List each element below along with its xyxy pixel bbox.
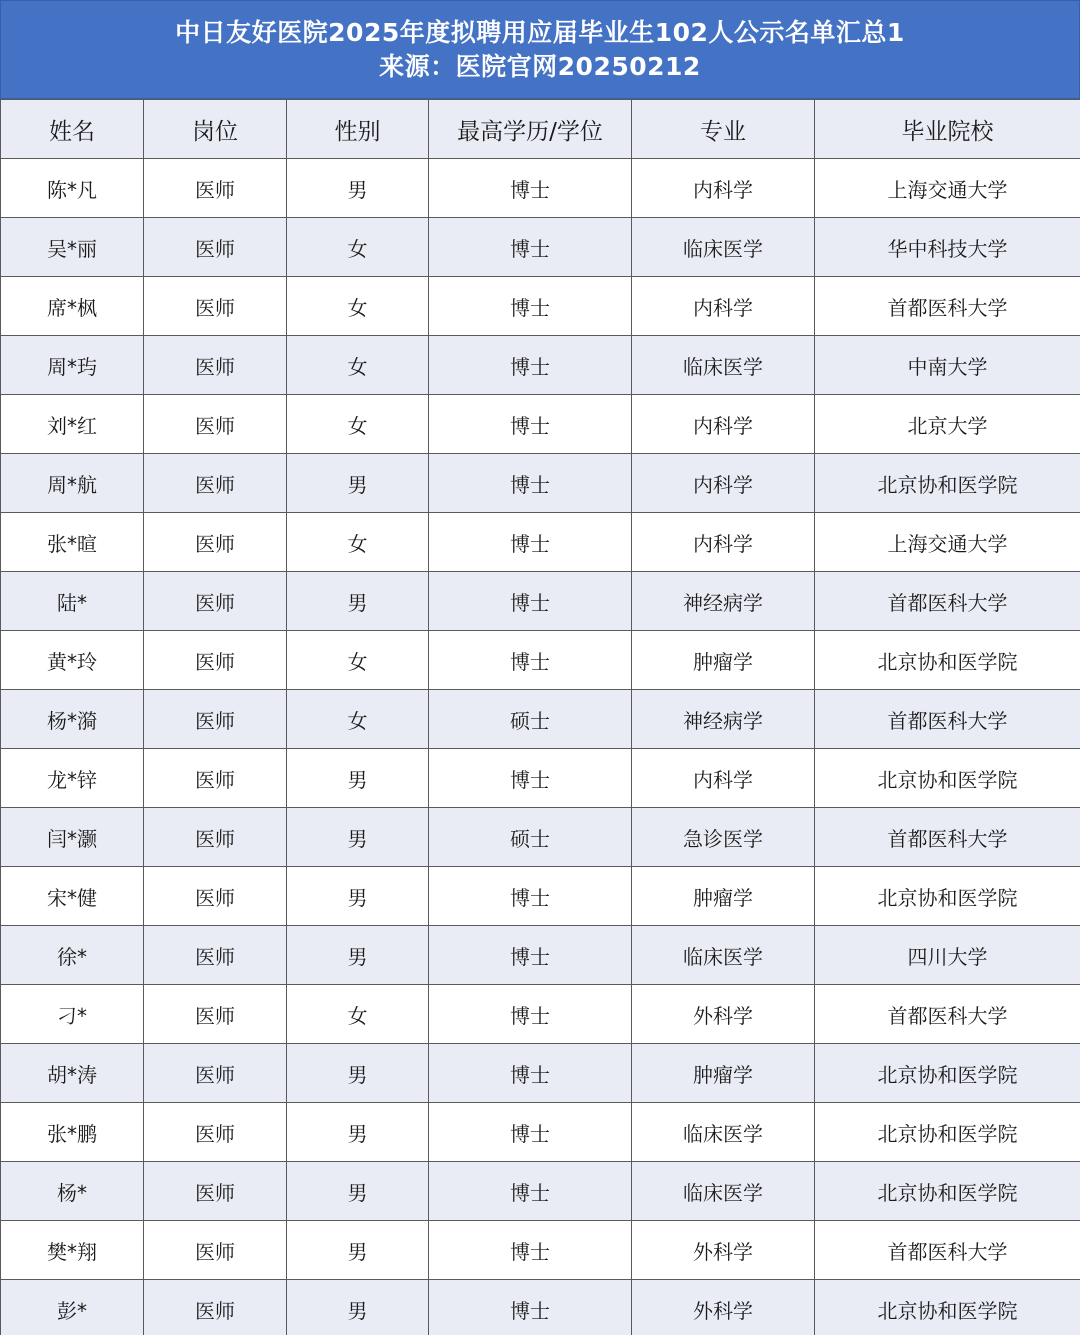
cell-position: 医师 — [144, 808, 287, 867]
col-header-position: 岗位 — [144, 100, 287, 159]
cell-major: 神经病学 — [632, 690, 815, 749]
table-row — [1, 1162, 1080, 1221]
table-row — [1, 159, 1080, 218]
cell-name: 彭* — [1, 1280, 144, 1335]
cell-name: 张*暄 — [1, 513, 144, 572]
table-row — [1, 454, 1080, 513]
cell-major: 肿瘤学 — [632, 631, 815, 690]
cell-major: 临床医学 — [632, 1103, 815, 1162]
cell-major: 外科学 — [632, 985, 815, 1044]
table-row — [1, 336, 1080, 395]
table-title: 中日友好医院2025年度拟聘用应届毕业生102人公示名单汇总1 — [175, 17, 905, 47]
cell-position: 医师 — [144, 1280, 287, 1335]
table-row — [1, 985, 1080, 1044]
cell-degree: 博士 — [429, 395, 632, 454]
table-row — [1, 867, 1080, 926]
cell-name: 吴*丽 — [1, 218, 144, 277]
col-header-school: 毕业院校 — [815, 100, 1080, 159]
cell-position: 医师 — [144, 1221, 287, 1280]
cell-school: 首都医科大学 — [815, 1221, 1080, 1280]
cell-school: 首都医科大学 — [815, 277, 1080, 336]
cell-school: 北京协和医学院 — [815, 1044, 1080, 1103]
cell-gender: 男 — [287, 1162, 429, 1221]
cell-degree: 博士 — [429, 1280, 632, 1335]
cell-position: 医师 — [144, 395, 287, 454]
table-row — [1, 572, 1080, 631]
cell-gender: 女 — [287, 513, 429, 572]
table-row — [1, 277, 1080, 336]
cell-name: 龙*锌 — [1, 749, 144, 808]
cell-degree: 博士 — [429, 277, 632, 336]
cell-gender: 女 — [287, 277, 429, 336]
cell-degree: 博士 — [429, 159, 632, 218]
cell-name: 陆* — [1, 572, 144, 631]
cell-position: 医师 — [144, 985, 287, 1044]
cell-school: 北京协和医学院 — [815, 454, 1080, 513]
cell-gender: 女 — [287, 690, 429, 749]
table-row — [1, 1280, 1080, 1335]
table-row — [1, 218, 1080, 277]
cell-gender: 男 — [287, 749, 429, 808]
cell-name: 宋*健 — [1, 867, 144, 926]
cell-position: 医师 — [144, 690, 287, 749]
col-header-major: 专业 — [632, 100, 815, 159]
table-row — [1, 1221, 1080, 1280]
table-row — [1, 1044, 1080, 1103]
col-header-gender: 性别 — [287, 100, 429, 159]
cell-position: 医师 — [144, 749, 287, 808]
cell-name: 徐* — [1, 926, 144, 985]
cell-position: 医师 — [144, 513, 287, 572]
cell-gender: 男 — [287, 926, 429, 985]
cell-position: 医师 — [144, 454, 287, 513]
table-row — [1, 926, 1080, 985]
cell-position: 医师 — [144, 1044, 287, 1103]
cell-degree: 博士 — [429, 926, 632, 985]
cell-major: 临床医学 — [632, 218, 815, 277]
cell-position: 医师 — [144, 277, 287, 336]
cell-position: 医师 — [144, 867, 287, 926]
cell-degree: 博士 — [429, 1162, 632, 1221]
cell-school: 北京协和医学院 — [815, 1162, 1080, 1221]
cell-name: 周*玙 — [1, 336, 144, 395]
cell-position: 医师 — [144, 926, 287, 985]
cell-school: 北京大学 — [815, 395, 1080, 454]
cell-major: 神经病学 — [632, 572, 815, 631]
cell-major: 内科学 — [632, 513, 815, 572]
cell-major: 临床医学 — [632, 336, 815, 395]
cell-degree: 博士 — [429, 1044, 632, 1103]
cell-name: 胡*涛 — [1, 1044, 144, 1103]
cell-school: 四川大学 — [815, 926, 1080, 985]
cell-major: 临床医学 — [632, 1162, 815, 1221]
cell-degree: 博士 — [429, 985, 632, 1044]
cell-school: 北京协和医学院 — [815, 1280, 1080, 1335]
table-row — [1, 395, 1080, 454]
cell-degree: 博士 — [429, 454, 632, 513]
cell-position: 医师 — [144, 159, 287, 218]
cell-position: 医师 — [144, 631, 287, 690]
table-row — [1, 749, 1080, 808]
cell-degree: 博士 — [429, 1221, 632, 1280]
table-row — [1, 631, 1080, 690]
cell-degree: 博士 — [429, 572, 632, 631]
cell-major: 内科学 — [632, 277, 815, 336]
cell-degree: 博士 — [429, 513, 632, 572]
cell-gender: 男 — [287, 1044, 429, 1103]
col-header-degree: 最高学历/学位 — [429, 100, 632, 159]
cell-degree: 博士 — [429, 749, 632, 808]
cell-name: 周*航 — [1, 454, 144, 513]
cell-degree: 博士 — [429, 218, 632, 277]
table-row — [1, 808, 1080, 867]
cell-school: 华中科技大学 — [815, 218, 1080, 277]
cell-degree: 博士 — [429, 867, 632, 926]
cell-major: 急诊医学 — [632, 808, 815, 867]
cell-degree: 硕士 — [429, 690, 632, 749]
cell-gender: 男 — [287, 159, 429, 218]
table-body — [1, 159, 1080, 1335]
cell-gender: 男 — [287, 1280, 429, 1335]
cell-gender: 女 — [287, 395, 429, 454]
cell-degree: 博士 — [429, 1103, 632, 1162]
cell-gender: 男 — [287, 454, 429, 513]
cell-school: 北京协和医学院 — [815, 749, 1080, 808]
cell-gender: 男 — [287, 808, 429, 867]
cell-name: 陈*凡 — [1, 159, 144, 218]
cell-major: 内科学 — [632, 749, 815, 808]
cell-name: 闫*灏 — [1, 808, 144, 867]
cell-name: 刘*红 — [1, 395, 144, 454]
cell-major: 肿瘤学 — [632, 867, 815, 926]
col-header-name: 姓名 — [1, 100, 144, 159]
cell-major: 内科学 — [632, 395, 815, 454]
cell-school: 首都医科大学 — [815, 808, 1080, 867]
table-row — [1, 1103, 1080, 1162]
cell-name: 杨* — [1, 1162, 144, 1221]
cell-name: 张*鹏 — [1, 1103, 144, 1162]
table-row — [1, 513, 1080, 572]
cell-school: 北京协和医学院 — [815, 1103, 1080, 1162]
cell-name: 黄*玲 — [1, 631, 144, 690]
title-banner — [0, 0, 1080, 99]
cell-major: 内科学 — [632, 159, 815, 218]
header-row — [1, 100, 1080, 159]
cell-name: 杨*漪 — [1, 690, 144, 749]
cell-major: 内科学 — [632, 454, 815, 513]
cell-gender: 男 — [287, 1221, 429, 1280]
cell-name: 樊*翔 — [1, 1221, 144, 1280]
cell-position: 医师 — [144, 572, 287, 631]
cell-major: 临床医学 — [632, 926, 815, 985]
cell-school: 中南大学 — [815, 336, 1080, 395]
cell-gender: 男 — [287, 572, 429, 631]
source-line: 来源：医院官网20250212 — [379, 51, 701, 81]
cell-gender: 男 — [287, 1103, 429, 1162]
cell-school: 北京协和医学院 — [815, 631, 1080, 690]
cell-school: 上海交通大学 — [815, 513, 1080, 572]
cell-school: 首都医科大学 — [815, 690, 1080, 749]
cell-gender: 女 — [287, 218, 429, 277]
cell-school: 首都医科大学 — [815, 572, 1080, 631]
cell-degree: 博士 — [429, 631, 632, 690]
cell-school: 上海交通大学 — [815, 159, 1080, 218]
cell-major: 外科学 — [632, 1280, 815, 1335]
cell-gender: 女 — [287, 985, 429, 1044]
cell-gender: 男 — [287, 867, 429, 926]
cell-school: 北京协和医学院 — [815, 867, 1080, 926]
graduates-table — [0, 99, 1080, 1335]
cell-school: 首都医科大学 — [815, 985, 1080, 1044]
cell-position: 医师 — [144, 336, 287, 395]
table-row — [1, 690, 1080, 749]
cell-degree: 硕士 — [429, 808, 632, 867]
cell-name: 刁* — [1, 985, 144, 1044]
cell-position: 医师 — [144, 1162, 287, 1221]
cell-major: 外科学 — [632, 1221, 815, 1280]
cell-gender: 女 — [287, 631, 429, 690]
cell-degree: 博士 — [429, 336, 632, 395]
cell-position: 医师 — [144, 218, 287, 277]
cell-name: 席*枫 — [1, 277, 144, 336]
cell-major: 肿瘤学 — [632, 1044, 815, 1103]
cell-gender: 女 — [287, 336, 429, 395]
cell-position: 医师 — [144, 1103, 287, 1162]
